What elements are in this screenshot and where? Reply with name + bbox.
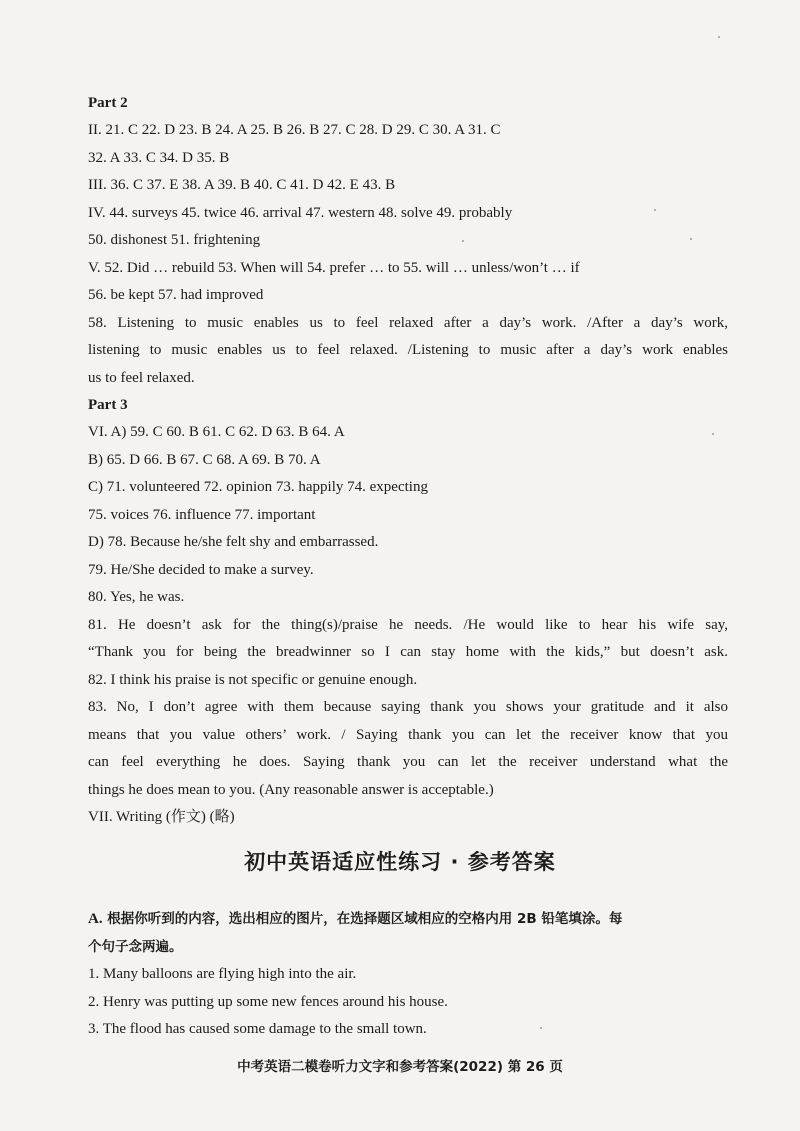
part2-line: II. 21. C 22. D 23. B 24. A 25. B 26. B 27. C 28. D 29. C 30. A 31. C — [88, 122, 501, 138]
part3-line: 80. Yes, he was. — [88, 589, 185, 605]
q58-line: listening to music enables us to feel relaxed. /Listening to music after a day’s work enables — [88, 342, 728, 358]
part2-line: V. 52. Did … rebuild 53. When will 54. prefer … to 55. will … unless/won’t … if — [88, 259, 580, 276]
part2-line: 50. dishonest 51. frightening — [88, 232, 261, 248]
scan-speck — [540, 1027, 542, 1029]
instruction-line-1: 根据你听到的内容，选出相应的图片，在选择题区域相应的空格内用 2B 铅笔填涂。每 — [107, 911, 623, 927]
section-a-label: A. — [88, 911, 103, 927]
part3-line: B) 65. D 66. B 67. C 68. A 69. B 70. A — [88, 451, 321, 468]
q58-line: 58. Listening to music enables us to feel relaxed after a day’s work. /After a day’s work, — [88, 314, 728, 331]
q83-line: things he does mean to you. (Any reasonable answer is acceptable.) — [88, 781, 494, 798]
q83-line: means that you value others’ work. / Saying thank you can let the receiver know that you — [88, 726, 728, 743]
q82-line: 82. I think his praise is not specific or genuine enough. — [88, 671, 418, 688]
section-a-instruction — [88, 905, 728, 961]
q81-line: “Thank you for being the breadwinner so I can stay home with the kids,” but doesn’t ask. — [88, 644, 728, 660]
scan-speck — [690, 238, 692, 240]
answer-key-body — [88, 90, 728, 832]
part2-heading: Part 2 — [88, 95, 128, 111]
part3-line: C) 71. volunteered 72. opinion 73. happily 74. expecting — [88, 479, 428, 495]
q81-line: 81. He doesn’t ask for the thing(s)/praise he needs. /He would like to hear his wife say, — [88, 616, 728, 633]
part2-line: 56. be kept 57. had improved — [88, 287, 264, 303]
part2-line: IV. 44. surveys 45. twice 46. arrival 47. western 48. solve 49. probably — [88, 204, 513, 221]
scan-speck — [712, 433, 714, 435]
q83-line: 83. No, I don’t agree with them because saying thank you shows your gratitude and it also — [88, 699, 728, 715]
q58-line: us to feel relaxed. — [88, 369, 195, 386]
listening-sentence: 2. Henry was putting up some new fences around his house. — [88, 993, 448, 1010]
part3-line: D) 78. Because he/she felt shy and embarrassed. — [88, 534, 379, 550]
part3-line: 79. He/She decided to make a survey. — [88, 561, 314, 578]
listening-section-a — [88, 905, 728, 1044]
part3-line: VI. A) 59. C 60. B 61. C 62. D 63. B 64. A — [88, 424, 345, 440]
part2-line: III. 36. C 37. E 38. A 39. B 40. C 41. D 42. E 43. B — [88, 177, 396, 193]
scan-speck — [718, 36, 720, 38]
q83-line: can feel everything he does. Saying thank you can let the receiver understand what the — [88, 754, 728, 770]
section-title: 初中英语适应性练习 · 参考答案 — [244, 850, 556, 874]
listening-sentence: 1. Many balloons are flying high into the air. — [88, 966, 357, 982]
scan-speck — [462, 240, 464, 242]
instruction-line-2: 个句子念两遍。 — [88, 939, 183, 955]
page-footer: 中考英语二模卷听力文字和参考答案(2022) 第 26 页 — [237, 1059, 563, 1075]
writing-line: VII. Writing (作文) (略) — [88, 809, 235, 825]
part3-line: 75. voices 76. influence 77. important — [88, 506, 316, 523]
part3-heading: Part 3 — [88, 397, 128, 413]
listening-sentence: 3. The flood has caused some damage to the small town. — [88, 1021, 427, 1037]
scan-speck — [654, 209, 656, 211]
part2-line: 32. A 33. C 34. D 35. B — [88, 149, 230, 166]
